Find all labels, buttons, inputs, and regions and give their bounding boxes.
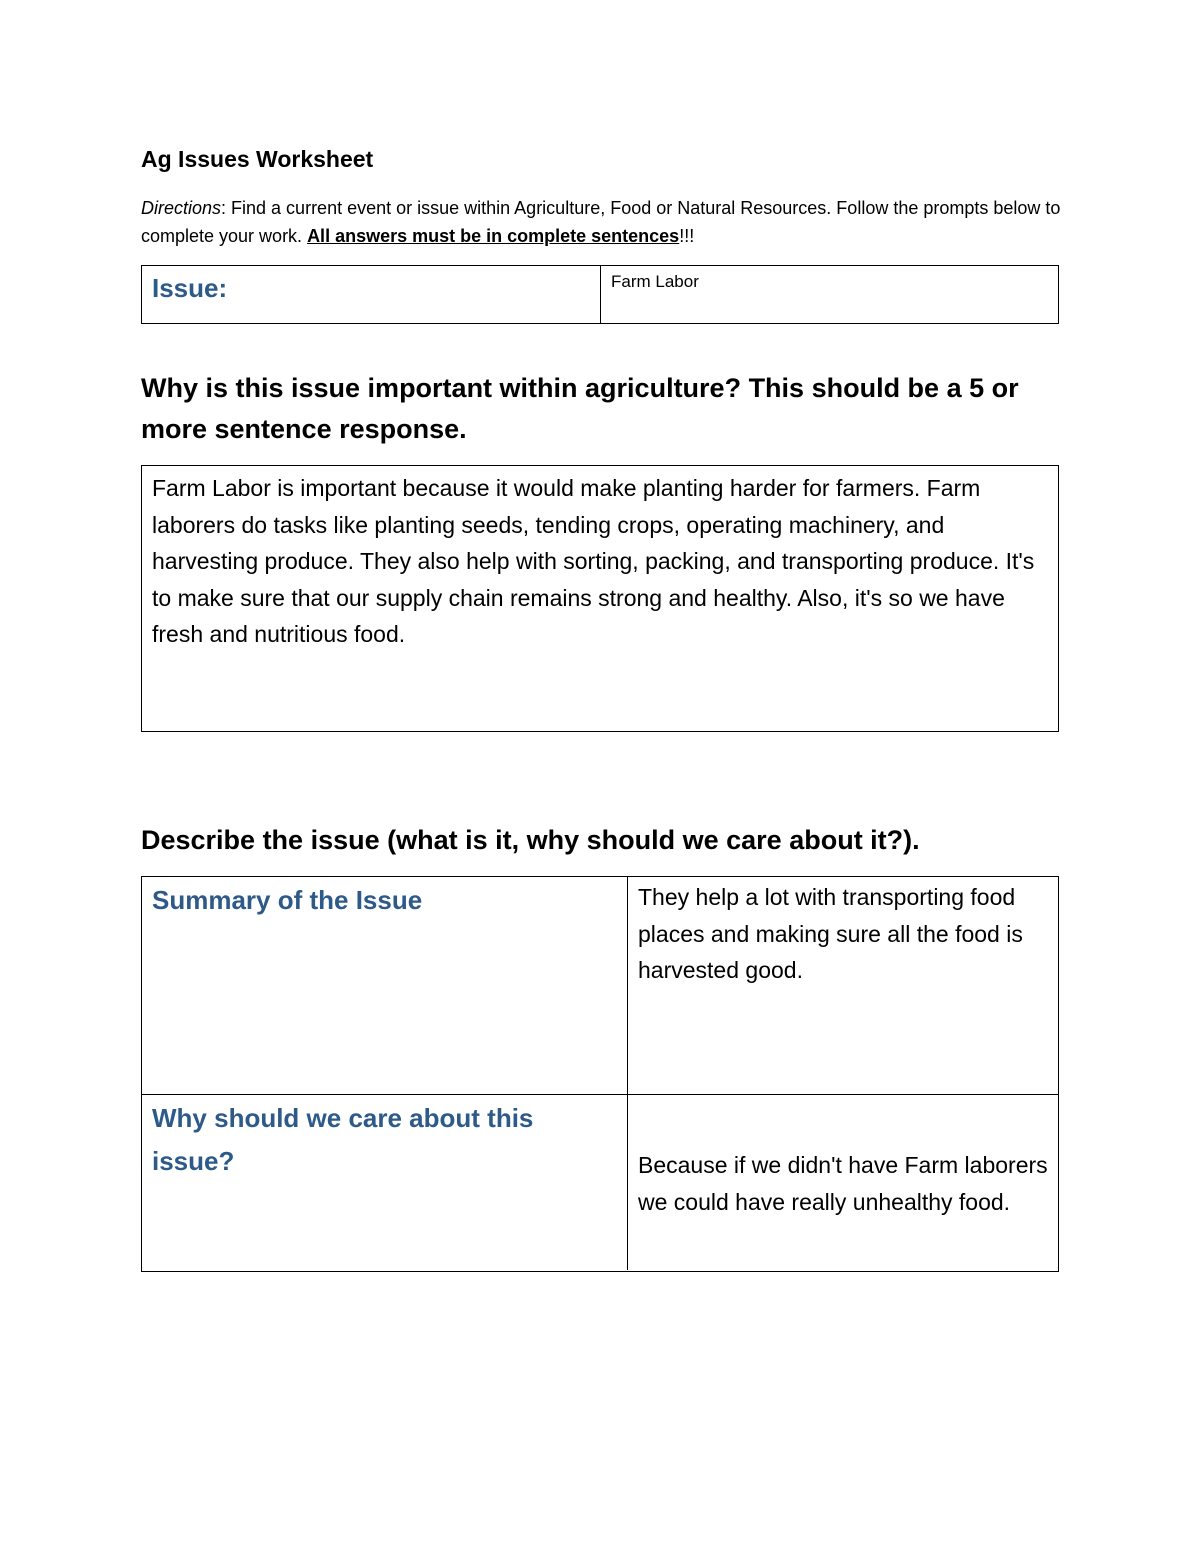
importance-answer-box[interactable] xyxy=(141,465,1059,732)
care-value: Because if we didn't have Farm laborers we could have really unhealthy food. xyxy=(638,1152,1048,1215)
question-importance: Why is this issue important within agriculture? This should be a 5 or more sentence response. xyxy=(141,373,1019,444)
directions-paragraph xyxy=(141,194,1061,250)
summary-value-cell[interactable] xyxy=(628,877,1058,1094)
page-title: Ag Issues Worksheet xyxy=(141,146,374,172)
summary-label-cell xyxy=(142,877,628,1094)
care-label: Why should we care about this issue? xyxy=(152,1103,534,1176)
directions-lead: Directions xyxy=(141,198,222,218)
issue-value-cell[interactable] xyxy=(601,266,1058,323)
issue-label-cell xyxy=(142,266,601,323)
importance-answer-text: Farm Labor is important because it would make planting harder for farmers. Farm laborers do tasks like planting seeds, tending crops, operating machinery, and harvesting produce. They also help with sorting, packing, and transporting produce. It's to make sure that our supply chain remains strong and healthy. Also, it's so we have fresh and nutritious food. xyxy=(152,475,1035,647)
summary-value: They help a lot with transporting food places and making sure all the food is harvested good. xyxy=(638,884,1023,983)
issue-value: Farm Labor xyxy=(611,272,699,291)
describe-table xyxy=(141,876,1059,1272)
directions-text: : Find a current event or issue within Agriculture, Food or Natural Resources. Follow the prompts below to complete your work. xyxy=(141,198,1061,246)
table-row xyxy=(142,877,1058,1095)
directions-emphasis: All answers must be in complete sentences xyxy=(307,226,680,246)
issue-label: Issue: xyxy=(152,273,228,303)
directions-trailing: !!! xyxy=(679,226,695,246)
question-describe: Describe the issue (what is it, why should we care about it?). xyxy=(141,825,920,855)
care-label-cell xyxy=(142,1095,628,1270)
issue-table xyxy=(141,265,1059,324)
table-row xyxy=(142,1095,1058,1270)
summary-label: Summary of the Issue xyxy=(152,885,423,915)
care-value-cell[interactable] xyxy=(628,1095,1058,1270)
